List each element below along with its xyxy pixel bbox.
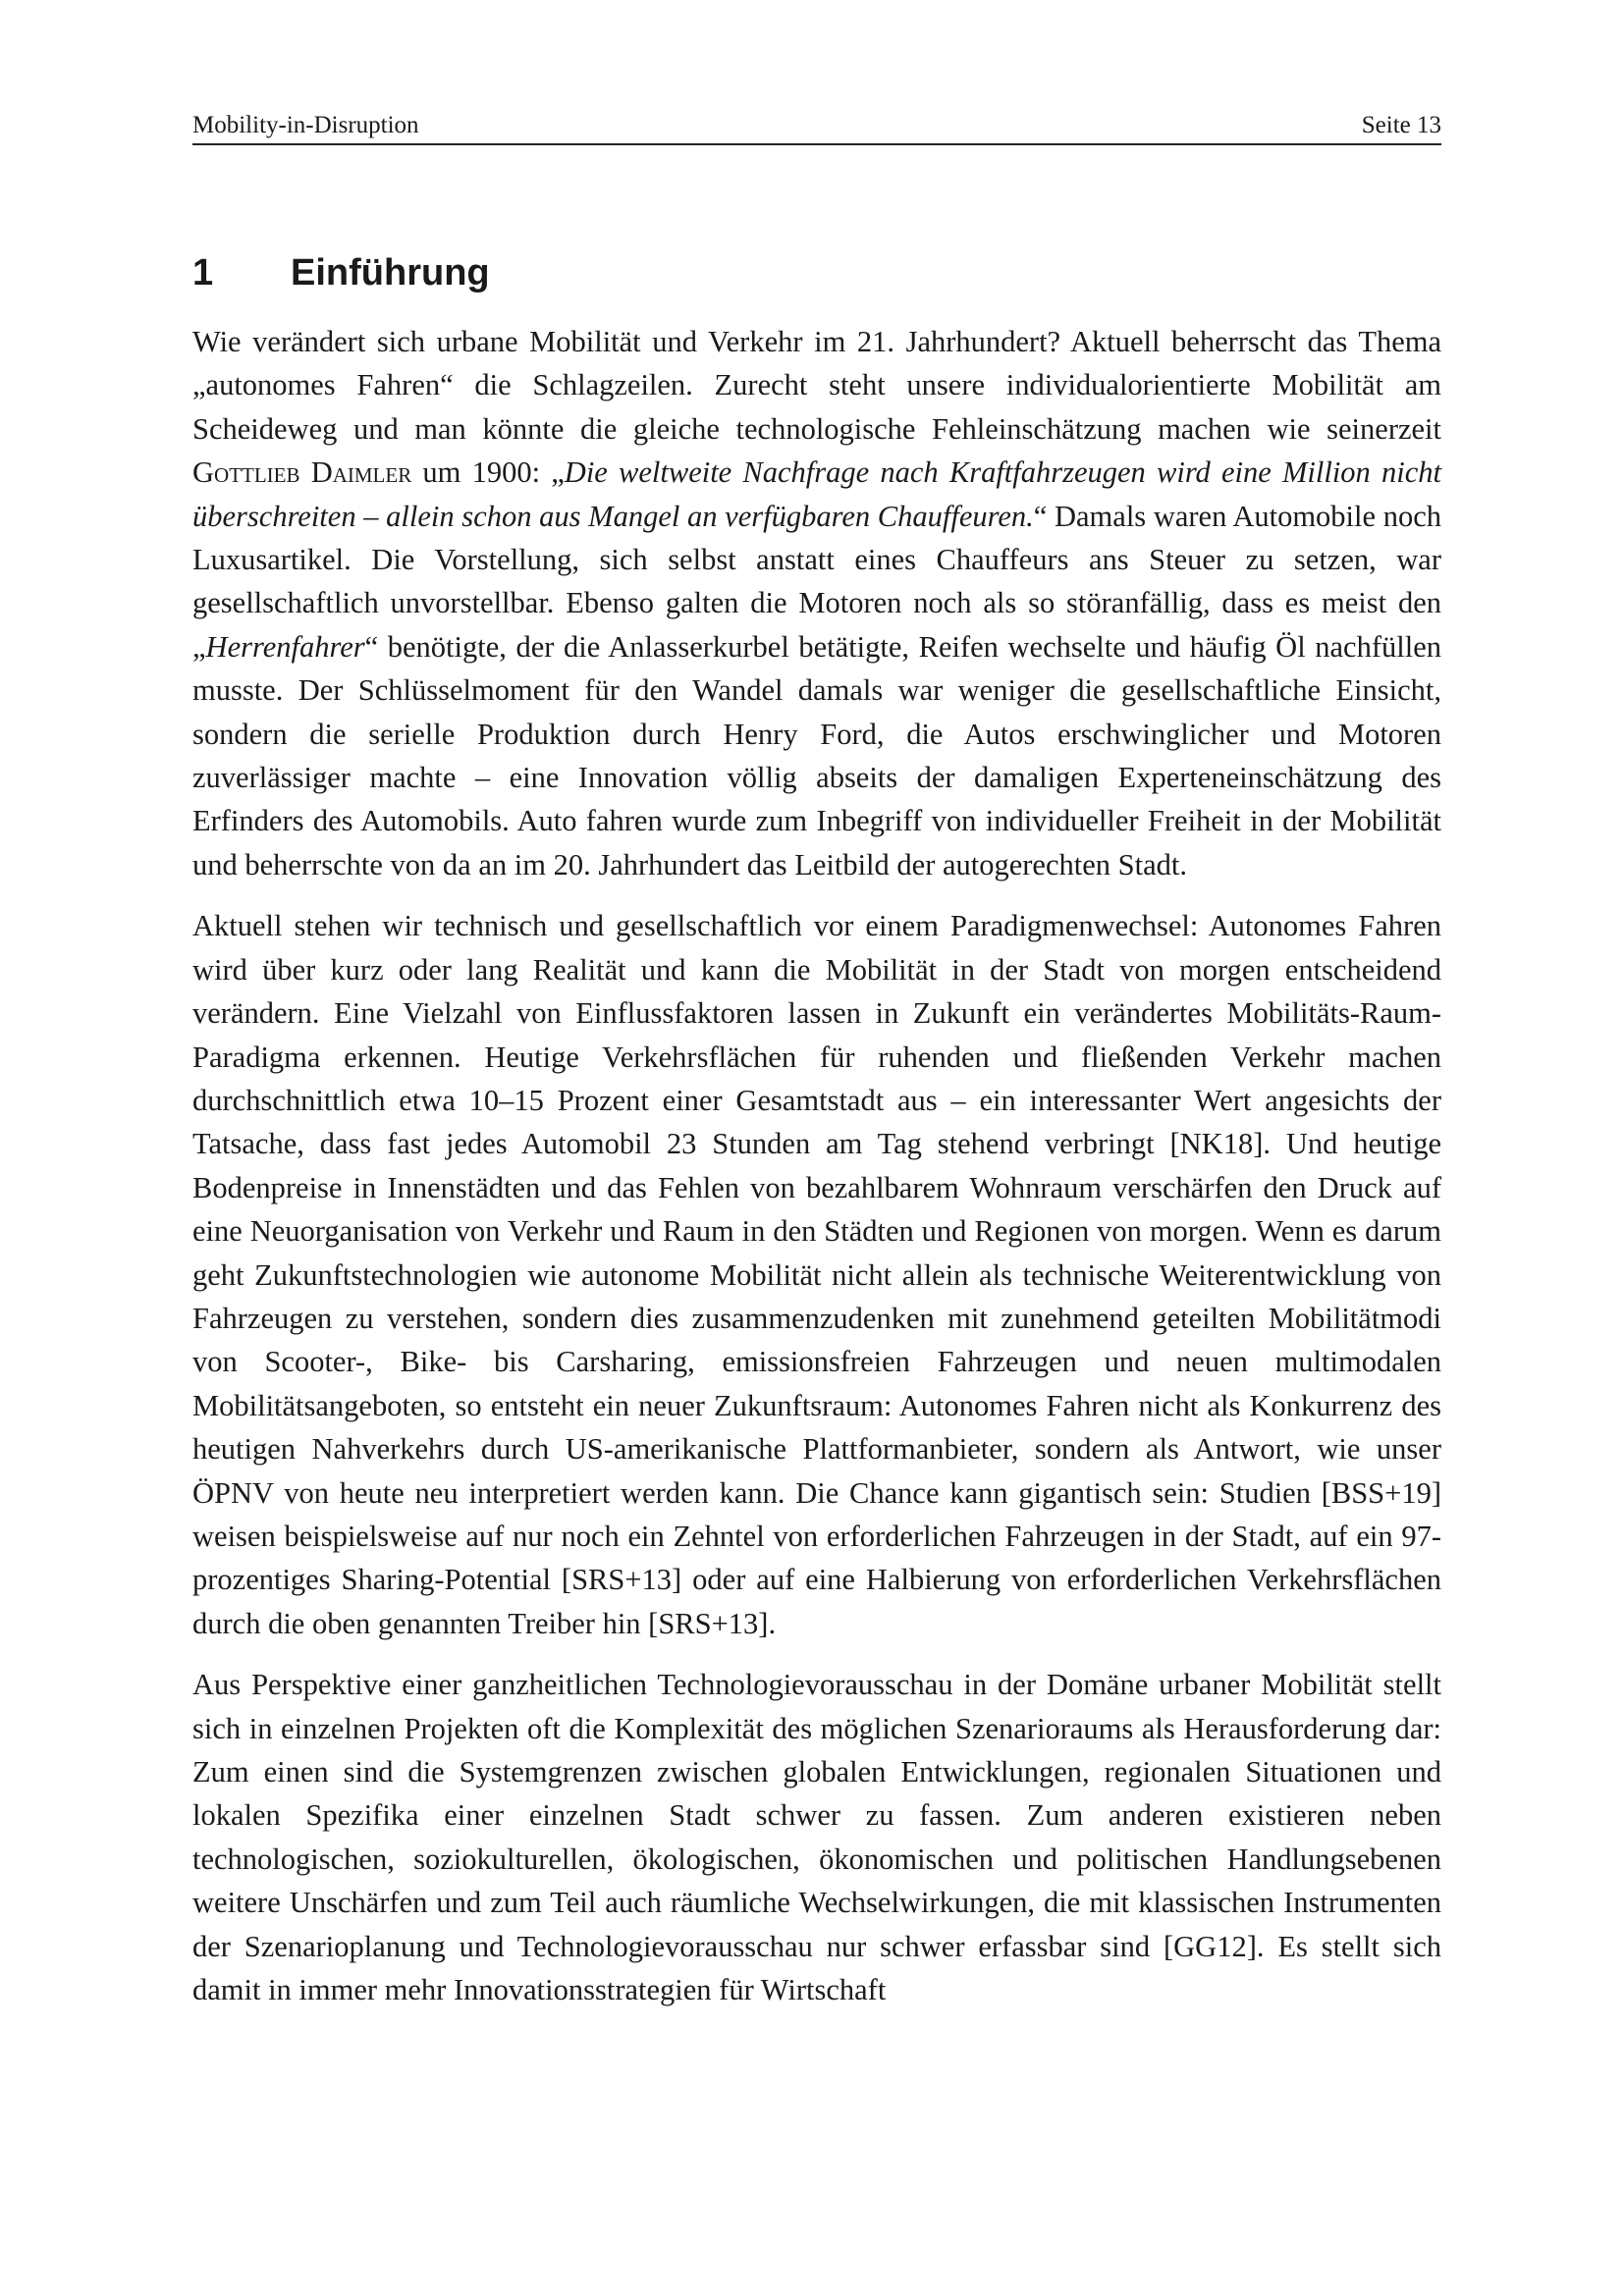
quote: Die weltweite Nachfrage nach Kraftfahrzeugen wird eine Million nicht überschreiten – allein schon aus Mangel an verfügbaren Chauffeuren. [192,455,1441,533]
section-number: 1 [192,252,214,294]
page-number: Seite 13 [1361,112,1441,138]
term: Herrenfahrer [205,629,365,664]
page-header [192,108,1441,145]
body-text [192,320,1441,2029]
paragraph-3: Aus Perspektive einer ganzheitlichen Technologievorausschau in der Domäne urbaner Mobilität stellt sich in einzelnen Projekten oft die Komplexität des möglichen Szenarioraums als Herausforderung dar: Zum einen sind die Systemgrenzen zwischen globalen Entwicklungen, regionalen Situationen und lokalen Spezifika einer einzelnen Stadt schwer zu fassen. Zum anderen existieren neben technologischen, soziokulturellen, ökologischen, ökonomischen und politischen Handlungsebenen weitere Unschärfen und zum Teil auch räumliche Wechselwirkungen, die mit klassischen Instrumenten der Szenarioplanung und Technologievorausschau nur schwer erfassbar sind [GG12]. Es stellt sich damit in immer mehr Innovationsstrategien für Wirtschaft [192,1668,1441,2007]
paragraph-1: Wie verändert sich urbane Mobilität und Verkehr im 21. Jahrhundert? Aktuell beherrscht das Thema „autonomes Fahren“ die Schlagzeilen. Zurecht steht unsere individualorientierte Mobilität am Scheideweg und man könnte die gleiche technologische Fehleinschätzung machen wie seinerzeit Gottlieb Daimler um 1900: „Die weltweite Nachfrage nach Kraftfahrzeugen wird eine Million nicht überschreiten – allein schon aus Mangel an verfügbaren Chauffeuren.“ Damals waren Automobile noch Luxusartikel. Die Vorstellung, sich selbst anstatt eines Chauffeurs ans Steuer zu setzen, war gesellschaftlich unvorstellbar. Ebenso galten die Motoren noch als so störanfällig, dass es meist den „Herrenfahrer“ benötigte, der die Anlasserkurbel betätigte, Reifen wechselte und häufig Öl nachfüllen musste. Der Schlüsselmoment für den Wandel damals war weniger die gesellschaftliche Einsicht, sondern die serielle Produktion durch Henry Ford, die Autos erschwinglicher und Motoren zuverlässiger machte – eine Innovation völlig abseits der damaligen Experteneinschätzung des Erfinders des Automobils. Auto fahren wurde zum Inbegriff von individueller Freiheit in der Mobilität und beherrschte von da an im 20. Jahrhundert das Leitbild der autogerechten Stadt. [192,325,1441,881]
section-title: Einführung [291,252,490,294]
person-name: Gottlieb Daimler [192,455,412,490]
running-title: Mobility-in-Disruption [192,112,419,138]
section-heading [192,245,1441,300]
paragraph-2: Aktuell stehen wir technisch und gesellschaftlich vor einem Paradigmenwechsel: Autonomes Fahren wird über kurz oder lang Realität und kann die Mobilität in der Stadt von morgen entscheidend verändern. Eine Vielzahl von Einflussfaktoren lassen in Zukunft ein verändertes Mobilitäts-Raum-Paradigma erkennen. Heutige Verkehrsflächen für ruhenden und fließenden Verkehr machen durchschnittlich etwa 10–15 Prozent einer Gesamtstadt aus – ein interessanter Wert angesichts der Tatsache, dass fast jedes Automobil 23 Stunden am Tag stehend verbringt [NK18]. Und heutige Bodenpreise in Innenstädten und das Fehlen von bezahlbarem Wohnraum verschärfen den Druck auf eine Neuorganisation von Verkehr und Raum in den Städten und Regionen von morgen. Wenn es darum geht Zukunftstechnologien wie autonome Mobilität nicht allein als technische Weiterentwicklung von Fahrzeugen zu verstehen, sondern dies zusammenzudenken mit zunehmend geteilten Mobilitätmodi von Scooter-, Bike- bis Carsharing, emissionsfreien Fahrzeugen und neuen multimodalen Mobilitätsangeboten, so entsteht ein neuer Zukunftsraum: Autonomes Fahren nicht als Konkurrenz des heutigen Nahverkehrs durch US-amerikanische Plattformanbieter, sondern als Antwort, wie unser ÖPNV von heute neu interpretiert werden kann. Die Chance kann gigantisch sein: Studien [BSS+19] weisen beispielsweise auf nur noch ein Zehntel von erforderlichen Fahrzeugen in der Stadt, auf ein 97-prozentiges Sharing-Potential [SRS+13] oder auf eine Halbierung von erforderlichen Verkehrsflächen durch die oben genannten Treiber hin [SRS+13]. [192,909,1441,1640]
